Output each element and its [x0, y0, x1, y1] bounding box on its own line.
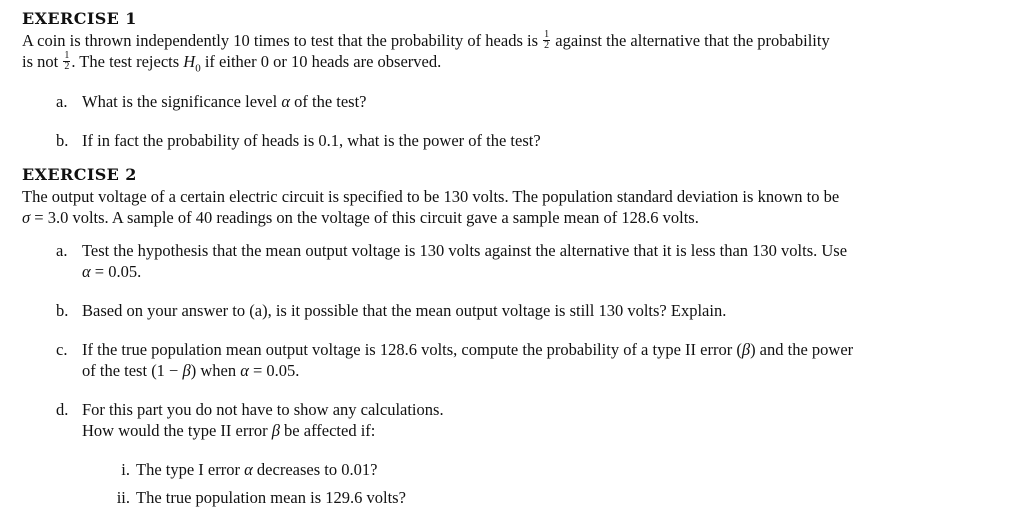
ex2-qb-text: Based on your answer to (a), is it possible that the mean output voltage is still 130 volts? Explain.	[82, 301, 727, 321]
frac-num-2: 1	[64, 49, 70, 61]
one-half-fraction-2	[63, 51, 70, 72]
beta-symbol-2: β	[182, 361, 191, 381]
ex2-qd-line2-b: be affected if:	[284, 421, 376, 441]
question-label: c.	[56, 340, 68, 360]
exercise-sheet	[22, 8, 1006, 508]
h0-subscript: 0	[195, 62, 201, 75]
subquestion-label: i.	[121, 460, 130, 480]
h0-symbol: H	[183, 52, 196, 71]
one-half-fraction	[543, 30, 550, 51]
ex2-qc-line2-c: = 0.05.	[253, 361, 300, 381]
ex2-qc-line2-b: ) when	[190, 361, 237, 381]
ex2-question-d	[22, 399, 1006, 441]
ex2-qc-line1-b: ) and the power	[750, 340, 854, 360]
ex2-qc-line1-a: If the true population mean output voltage is 128.6 volts, compute the probability of a type II error (	[82, 340, 742, 360]
exercise-2-intro	[22, 186, 1006, 228]
question-label: b.	[56, 131, 69, 151]
ex1-intro-e: if either 0 or 10 heads are observed.	[204, 52, 442, 71]
alpha-symbol: α	[240, 361, 249, 381]
exercise-1-title: EXERCISE 1	[22, 9, 137, 28]
question-label: a.	[56, 241, 68, 261]
frac-num: 1	[544, 28, 550, 40]
ex1-intro-c: is not	[22, 52, 59, 71]
ex2-qa-line1: Test the hypothesis that the mean output voltage is 130 volts against the alternative that it is less than 130 volts. Use	[82, 241, 848, 261]
ex1-intro-a: A coin is thrown independently 10 times to test that the probability of heads is	[22, 31, 539, 50]
ex2-sub-i-text-b: decreases to 0.01?	[256, 460, 378, 480]
ex2-subquestion-i	[22, 459, 1006, 480]
alpha-symbol: α	[281, 92, 290, 112]
frac-den: 2	[544, 39, 550, 51]
ex1-qb-text: If in fact the probability of heads is 0.1, what is the power of the test?	[82, 131, 541, 151]
question-label: b.	[56, 301, 69, 321]
ex2-question-a	[22, 240, 1006, 282]
ex1-question-a	[22, 91, 1006, 112]
ex1-intro-b: against the alternative that the probability	[555, 31, 830, 50]
ex2-qa-line2: = 0.05.	[94, 262, 142, 282]
ex1-question-b	[22, 130, 1006, 151]
alpha-symbol: α	[82, 262, 91, 282]
frac-den-2: 2	[64, 60, 70, 72]
ex2-question-c	[22, 339, 1006, 381]
ex2-sub-i-text-a: The type I error	[136, 460, 240, 480]
exercise-2-title: EXERCISE 2	[22, 165, 137, 185]
beta-symbol: β	[271, 421, 280, 441]
ex1-qa-text-a: What is the significance level	[82, 92, 278, 112]
beta-symbol: β	[741, 340, 751, 360]
ex1-intro-d: . The test rejects	[71, 52, 180, 71]
ex2-qc-line2-a: of the test (1 −	[82, 361, 179, 381]
exercise-1-intro	[22, 30, 1006, 79]
question-label: a.	[56, 92, 68, 112]
subquestion-label: ii.	[116, 488, 130, 508]
ex2-question-b	[22, 300, 1006, 321]
ex2-intro-line1: The output voltage of a certain electric circuit is specified to be 130 volts. The population standard deviation is known to be	[22, 187, 840, 207]
ex2-subquestion-ii	[22, 487, 1006, 508]
ex2-sub-ii-text: The true population mean is 129.6 volts?	[136, 488, 406, 508]
ex2-qd-line1: For this part you do not have to show any calculations.	[82, 400, 444, 420]
question-label: d.	[56, 400, 69, 420]
sigma-symbol: σ	[22, 208, 31, 228]
ex1-qa-text-b: of the test?	[294, 92, 367, 112]
alpha-symbol: α	[244, 460, 253, 480]
ex2-qd-line2-a: How would the type II error	[82, 421, 268, 441]
ex2-intro-line2: = 3.0 volts. A sample of 40 readings on the voltage of this circuit gave a sample mean of 128.6 volts.	[34, 208, 699, 228]
